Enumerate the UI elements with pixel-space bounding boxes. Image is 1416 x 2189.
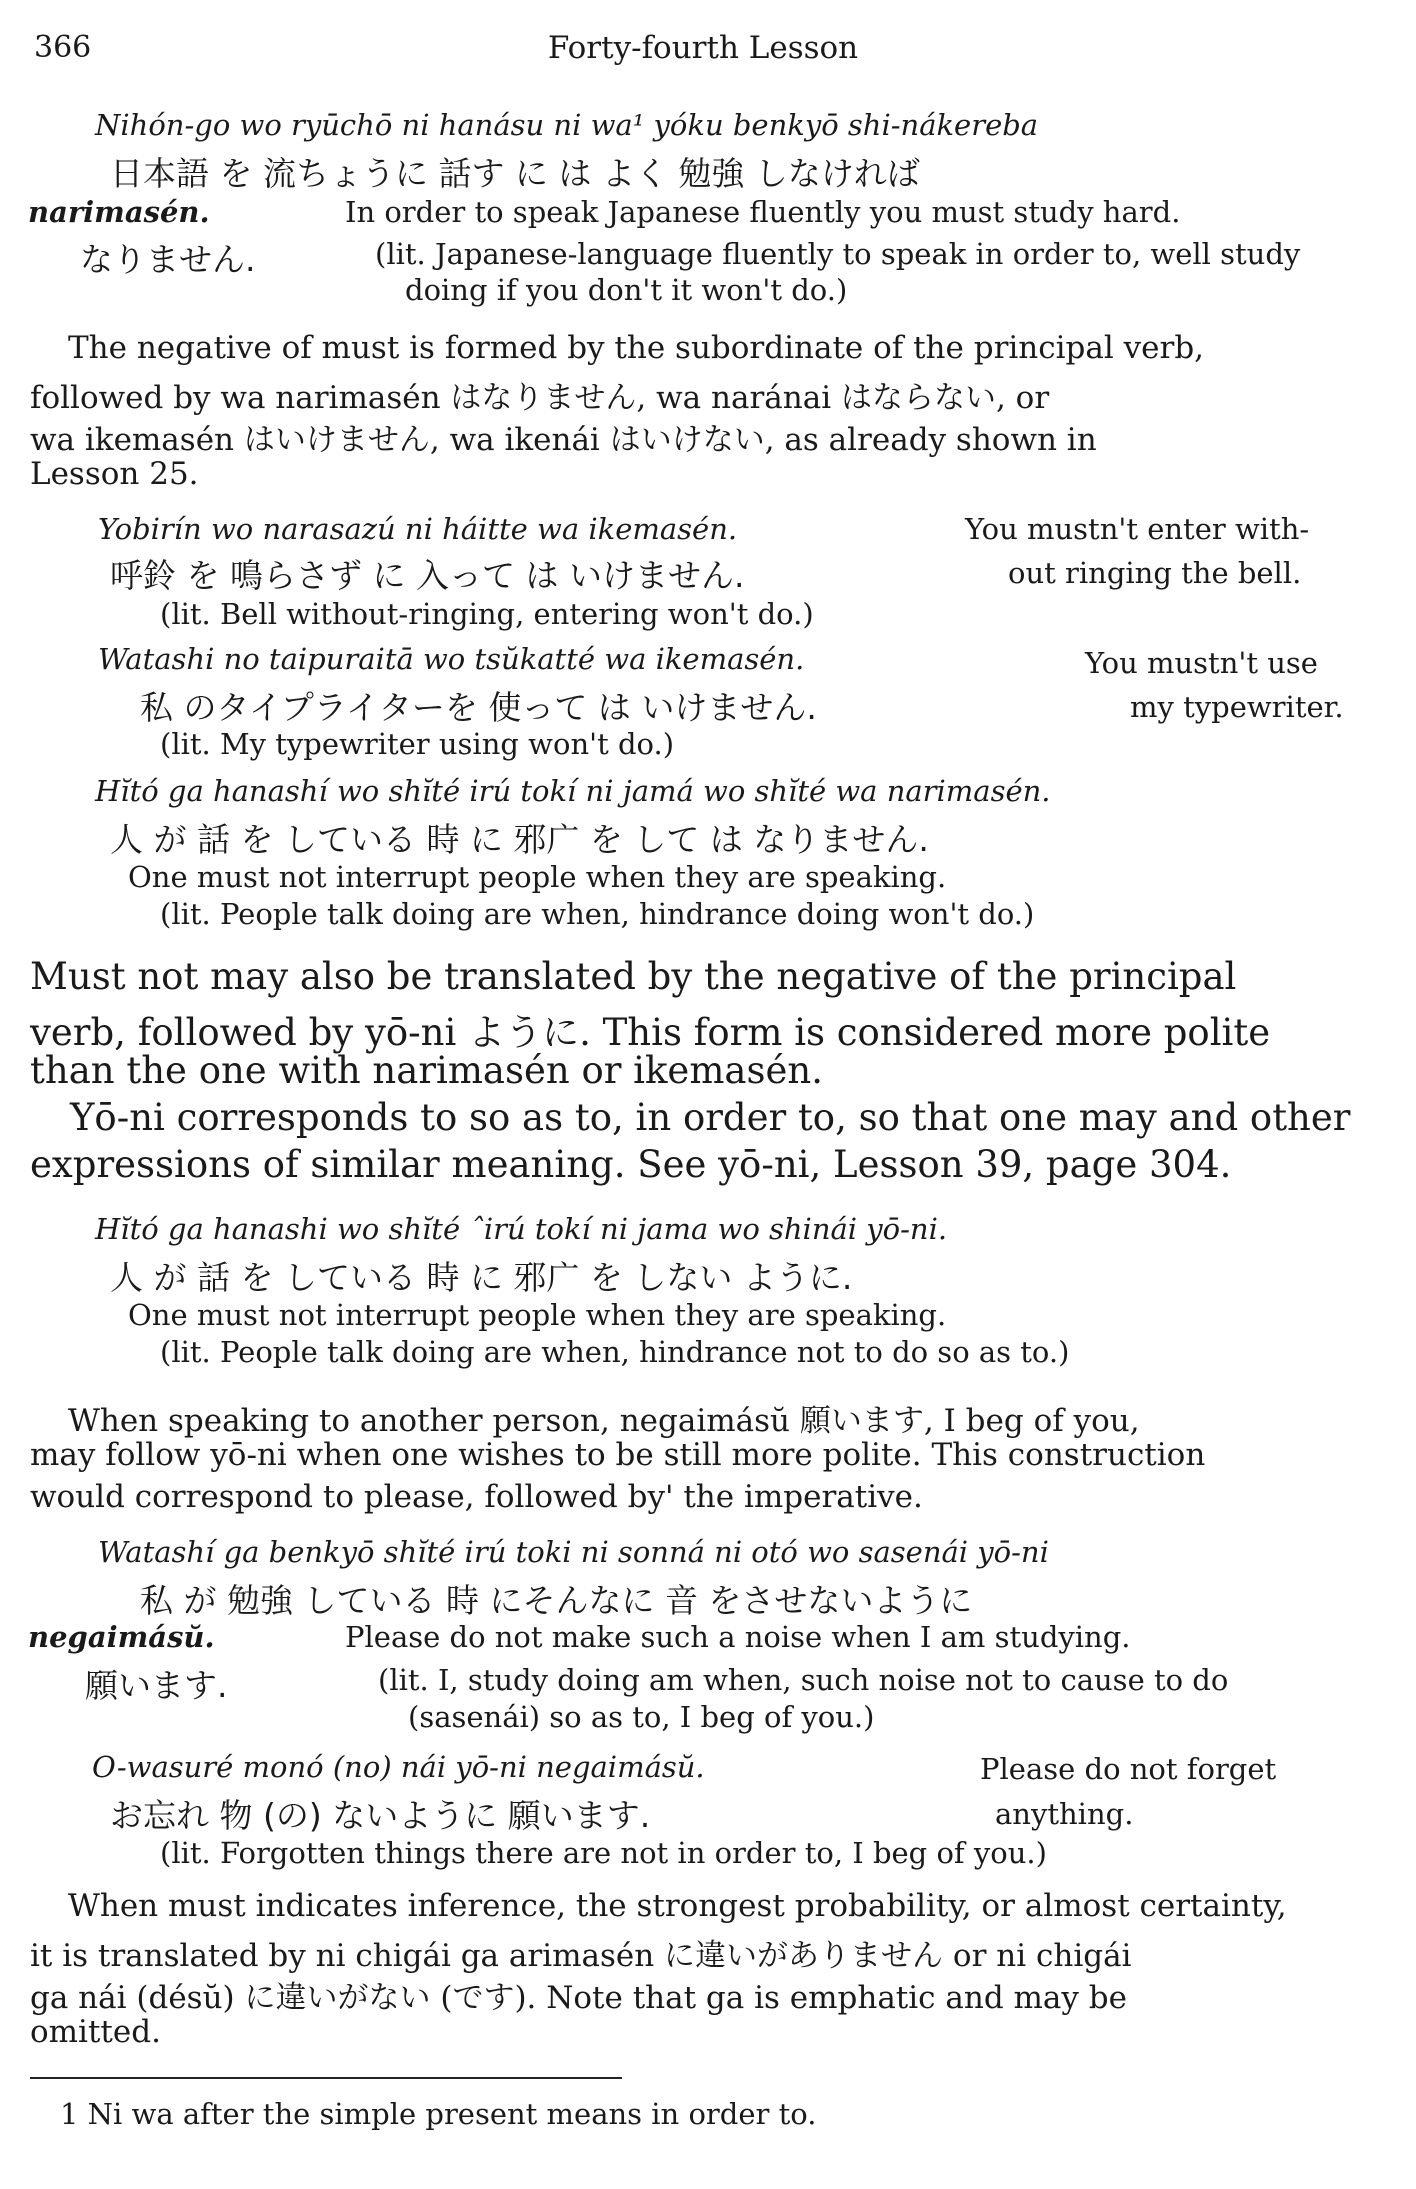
page-number: 366 — [34, 30, 92, 65]
literal-translation: doing if you don't it won't do.) — [405, 273, 848, 307]
literal-translation: (sasenái) so as to, I beg of you.) — [408, 1700, 875, 1734]
example-romaji: negaimásŭ. — [28, 1620, 215, 1654]
paragraph-line: would correspond to please, followed by' the imperative. — [30, 1479, 923, 1515]
paragraph-line: When speaking to another person, negaimásŭ 願います, I beg of you, — [68, 1403, 1140, 1439]
paragraph-line: When must indicates inference, the strongest probability, or almost certainty, — [68, 1888, 1287, 1924]
example-romaji: Yobirín wo narasazú ni háitte wa ikemasén. — [98, 512, 738, 546]
page-header — [30, 30, 1376, 74]
example-romaji: Watashí ga benkyō shĭté irú toki ni sonná ni otó wo sasenái yō-ni — [98, 1535, 1049, 1569]
example-romaji: narimasén. — [28, 195, 210, 229]
paragraph-line: The negative of must is formed by the subordinate of the principal verb, — [68, 330, 1205, 366]
example-translation: In order to speak Japanese fluently you must study hard. — [345, 195, 1181, 229]
literal-translation: (lit. People talk doing are when, hindrance not to do so as to.) — [160, 1335, 1070, 1369]
literal-translation: (lit. I, study doing am when, such noise not to cause to do — [378, 1663, 1229, 1697]
example-translation: You mustn't enter with- — [965, 512, 1310, 546]
literal-translation: (lit. People talk doing are when, hindrance doing won't do.) — [160, 897, 1035, 931]
paragraph-line: may follow yō-ni when one wishes to be still more polite. This construction — [30, 1437, 1206, 1473]
literal-translation: (lit. Forgotten things there are not in order to, I beg of you.) — [160, 1836, 1047, 1870]
paragraph-line: ga nái (désŭ) に違いがない (です). Note that ga is emphatic and may be — [30, 1980, 1127, 2016]
paragraph-line: verb, followed by yō-ni ように. This form is considered more polite — [30, 1011, 1271, 1054]
example-japanese: なりません. — [80, 240, 256, 279]
literal-translation: (lit. Japanese-language fluently to speak in order to, well study — [375, 237, 1301, 271]
example-japanese: 私 のタイプライターを 使って は いけません. — [140, 688, 817, 727]
paragraph-line: Must not may also be translated by the negative of the principal — [30, 955, 1237, 998]
paragraph-line: Lesson 25. — [30, 456, 199, 492]
running-title: Forty-fourth Lesson — [547, 30, 859, 66]
example-translation: out ringing the bell. — [1008, 556, 1302, 590]
example-japanese: 人 が 話 を している 時 に 邪广 を して は なりません. — [110, 820, 929, 859]
paragraph-line: than the one with narimasén or ikemasén. — [30, 1049, 823, 1092]
paragraph-line: it is translated by ni chigái ga arimasén に違いがありません or ni chigái — [30, 1938, 1132, 1974]
example-japanese: お忘れ 物 (の) ないように 願います. — [110, 1796, 651, 1835]
example-translation: Please do not forget — [980, 1752, 1277, 1786]
footnote: 1 Ni wa after the simple present means in order to. — [60, 2097, 817, 2131]
example-romaji: Hĭtó ga hanashi wo shĭté ˆirú tokí ni jama wo shinái yō-ni. — [95, 1212, 948, 1246]
example-translation: One must not interrupt people when they are speaking. — [128, 860, 947, 894]
example-translation: You mustn't use — [1085, 646, 1318, 680]
example-translation: Please do not make such a noise when I am studying. — [345, 1620, 1131, 1654]
example-romaji: O-wasuré monó (no) nái yō-ni negaimásŭ. — [92, 1750, 705, 1784]
example-translation: my typewriter. — [1130, 690, 1344, 724]
example-romaji: Watashi no taipuraitā wo tsŭkatté wa ikemasén. — [98, 642, 805, 676]
paragraph-line: Yō-ni corresponds to so as to, in order to, so that one may and other — [70, 1096, 1351, 1139]
example-japanese: 呼鈴 を 鳴らさず に 入って は いけません. — [110, 556, 745, 595]
literal-translation: (lit. Bell without-ringing, entering won't do.) — [160, 597, 814, 631]
paragraph-line: wa ikemasén はいけません, wa ikenái はいけない, as already shown in — [30, 422, 1097, 458]
paragraph-line: expressions of similar meaning. See yō-ni, Lesson 39, page 304. — [30, 1143, 1232, 1186]
example-romaji: Hĭtó ga hanashí wo shĭté irú tokí ni jamá wo shĭté wa narimasén. — [95, 774, 1051, 808]
example-japanese: 日本語 を 流ちょうに 話す に は よく 勉強 しなければ — [110, 154, 920, 193]
example-romaji: Nihón-go wo ryūchō ni hanásu ni wa¹ yóku benkyō shi-nákereba — [95, 108, 1039, 142]
example-japanese: 人 が 話 を している 時 に 邪广 を しない ように. — [110, 1258, 853, 1297]
paragraph-line: followed by wa narimasén はなりません, wa naránai はならない, or — [30, 380, 1050, 416]
example-japanese: 願います. — [85, 1666, 228, 1705]
paragraph-line: omitted. — [30, 2014, 161, 2050]
example-japanese: 私 が 勉強 している 時 にそんなに 音 をさせないように — [140, 1581, 973, 1620]
example-translation: anything. — [995, 1797, 1134, 1831]
literal-translation: (lit. My typewriter using won't do.) — [160, 727, 675, 761]
example-translation: One must not interrupt people when they are speaking. — [128, 1298, 947, 1332]
footnote-divider — [30, 2077, 622, 2079]
